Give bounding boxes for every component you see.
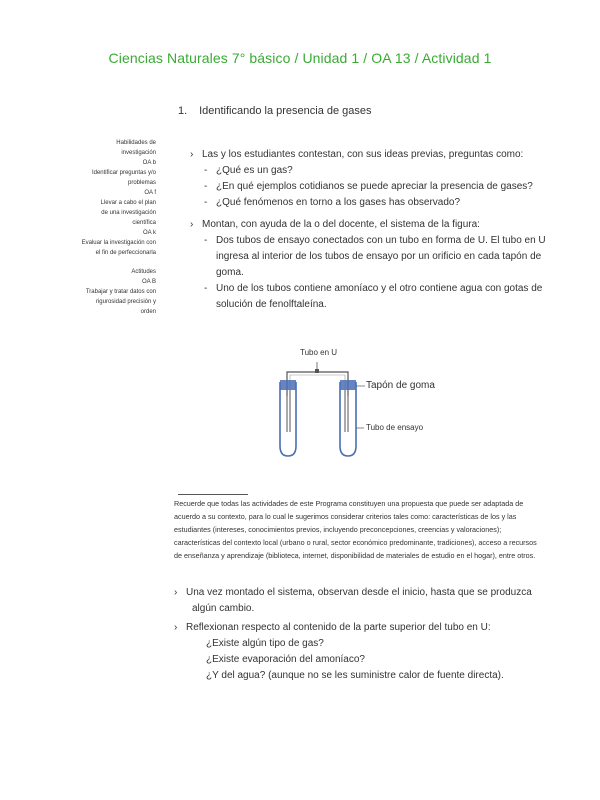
- sidebar-objectives: [58, 138, 156, 317]
- dash-marker: -: [204, 165, 208, 176]
- sidebar-line: investigación: [121, 150, 156, 156]
- test-tube-left: [280, 382, 296, 456]
- u-tube-figure: [270, 346, 470, 464]
- bullet-setup: Montan, con ayuda de la o del docente, el sistema de la figura:: [202, 219, 480, 230]
- sidebar-line: Llevar a cabo el plan: [100, 200, 156, 206]
- reflect-text: Reflexionan respecto al contenido de la parte superior del tubo en U:: [186, 622, 491, 633]
- footnote: Recuerde que todas las actividades de este Programa constituyen una propuesta que puede ser adaptada de acuerdo a su contexto, para lo cual le sugerimos considerar criterios tales como: características de los y las estudiantes (intereses, conocimientos previos, incluyendo preconcepciones, creencias y valoraciones); características del contexto local (urbano o rural, sector económico predominante, tradiciones), acceso a recursos de enseñanza y aprendizaje (biblioteca, internet, disponibilidad de materiales de estudio en el hogar), entre otros.: [174, 499, 537, 560]
- u-tube-inner: [290, 375, 345, 396]
- sidebar-line: OA B: [141, 279, 156, 285]
- sidebar-line: OA f: [144, 190, 156, 196]
- reflect-question: ¿Existe algún tipo de gas?: [206, 638, 324, 649]
- setup-item: Dos tubos de ensayo conectados con un tubo en forma de U. El tubo en U ingresa al interior de los tubos de ensayo por un orificio en cada tapón de goma.: [216, 235, 546, 278]
- bullet-block-previous-ideas: [190, 147, 550, 211]
- bullet-intro: Las y los estudiantes contestan, con sus ideas previas, preguntas como:: [202, 149, 524, 160]
- stopper-left: [280, 380, 296, 390]
- sidebar-line: Actitudes: [131, 269, 156, 275]
- sidebar-line: el fin de perfeccionarla: [95, 250, 156, 256]
- section-title: [178, 105, 372, 117]
- sidebar-line: OA b: [142, 160, 156, 166]
- reflect-question: ¿Y del agua? (aunque no se les suministre calor de fuente directa).: [206, 670, 504, 681]
- u-tube-diagram: [270, 346, 470, 464]
- dash-marker: -: [204, 197, 208, 208]
- footnote-rule: [178, 494, 248, 495]
- page-header: Ciencias Naturales 7° básico / Unidad 1 / OA 13 / Actividad 1: [108, 50, 492, 66]
- question-item: ¿Qué es un gas?: [216, 165, 293, 176]
- question-item: ¿En qué ejemplos cotidianos se puede apreciar la presencia de gases?: [216, 181, 533, 192]
- dash-marker: -: [204, 181, 208, 192]
- sidebar-line: Trabajar y tratar datos con: [85, 289, 156, 295]
- bullet-block-setup: [190, 217, 550, 313]
- sidebar-line: OA k: [142, 230, 156, 236]
- sidebar-line: rigurosidad precisión y: [95, 299, 156, 305]
- section-number: 1.: [178, 105, 188, 117]
- bullet-marker: ›: [190, 219, 194, 230]
- observe-text-continued: algún cambio.: [192, 603, 255, 614]
- sidebar-line: problemas: [127, 180, 156, 186]
- bullet-marker: ›: [190, 149, 194, 160]
- label-stopper: Tapón de goma: [366, 380, 435, 391]
- bullet-marker: ›: [174, 622, 178, 633]
- reflect-question: ¿Existe evaporación del amoníaco?: [206, 654, 365, 665]
- label-u-tube: Tubo en U: [300, 348, 338, 357]
- dash-marker: -: [204, 283, 208, 294]
- bullet-block-reflect: [174, 620, 554, 684]
- u-tube-top-joint: [315, 369, 319, 373]
- bullet-block-observe: [174, 585, 554, 617]
- sidebar-line: orden: [140, 309, 156, 315]
- label-test-tube: Tubo de ensayo: [366, 423, 424, 432]
- sidebar-line: Evaluar la investigación con: [81, 240, 156, 246]
- section-title-text: Identificando la presencia de gases: [199, 105, 372, 117]
- bullet-marker: ›: [174, 587, 178, 598]
- setup-item: Uno de los tubos contiene amoníaco y el otro contiene agua con gotas de solución de fenolftaleína.: [216, 283, 543, 310]
- dash-marker: -: [204, 235, 208, 246]
- observe-text: Una vez montado el sistema, observan desde el inicio, hasta que se produzca: [186, 587, 532, 598]
- question-item: ¿Qué fenómenos en torno a los gases has observado?: [216, 197, 461, 208]
- stopper-right: [340, 380, 356, 390]
- sidebar-line: científica: [132, 220, 156, 226]
- sidebar-line: de una investigación: [101, 210, 156, 216]
- sidebar-line: Identificar preguntas y/o: [91, 170, 156, 176]
- sidebar-line: Habilidades de: [116, 140, 156, 146]
